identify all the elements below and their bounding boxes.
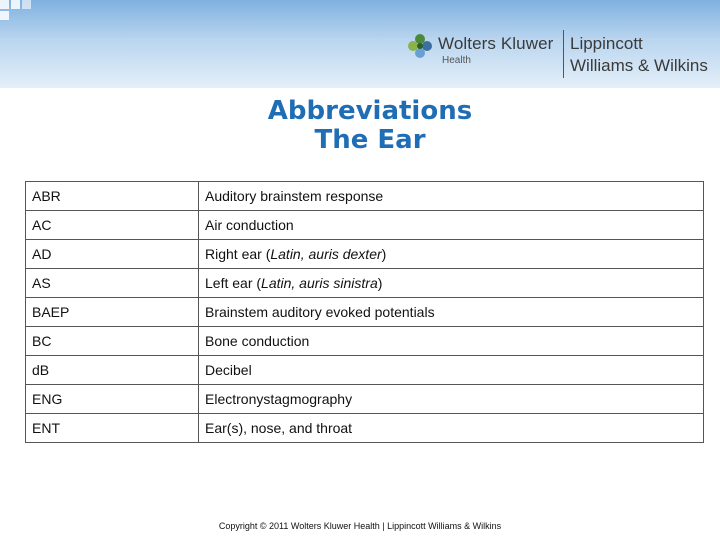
definition-pre: Air conduction: [205, 217, 294, 233]
abbreviations-table: [25, 181, 704, 443]
abbreviation-term: AD: [26, 240, 199, 269]
table-row: [26, 327, 704, 356]
logo-divider: [563, 30, 564, 78]
table-row: [26, 240, 704, 269]
abbreviation-definition: [199, 182, 704, 211]
table-row: [26, 356, 704, 385]
abbreviation-term: BAEP: [26, 298, 199, 327]
definition-pre: Right ear (: [205, 246, 271, 262]
table-row: [26, 269, 704, 298]
copyright-footer: Copyright © 2011 Wolters Kluwer Health | Lippincott Williams & Wilkins: [218, 521, 502, 531]
imprint-line-2: Williams & Wilkins: [570, 56, 708, 75]
abbreviation-definition: [199, 269, 704, 298]
abbreviation-definition: [199, 298, 704, 327]
definition-pre: Bone conduction: [205, 333, 310, 349]
abbreviation-definition: [199, 414, 704, 443]
abbreviation-definition: [199, 356, 704, 385]
abbreviation-term: ENT: [26, 414, 199, 443]
table-row: [26, 385, 704, 414]
wolters-kluwer-mark-icon: [406, 32, 434, 60]
abbreviation-term: AC: [26, 211, 199, 240]
abbreviation-term: dB: [26, 356, 199, 385]
publisher-name: Wolters Kluwer: [438, 34, 554, 53]
abbreviation-term: AS: [26, 269, 199, 298]
definition-post: ): [377, 275, 383, 291]
slide-title: Abbreviations: [267, 96, 473, 126]
publisher-division: Health: [442, 55, 471, 66]
definition-pre: Brainstem auditory evoked potentials: [205, 304, 435, 320]
abbreviation-term: BC: [26, 327, 199, 356]
abbreviations-table-body: [26, 182, 704, 443]
header-banner: [0, 0, 720, 88]
definition-italic: Latin, auris dexter: [270, 246, 382, 262]
abbreviation-definition: [199, 385, 704, 414]
abbreviation-definition: [199, 240, 704, 269]
definition-pre: Decibel: [205, 362, 252, 378]
abbreviation-term: ABR: [26, 182, 199, 211]
table-row: [26, 211, 704, 240]
abbreviation-definition: [199, 327, 704, 356]
definition-pre: Ear(s), nose, and throat: [205, 420, 353, 436]
slide-subtitle: The Ear: [314, 125, 426, 155]
table-row: [26, 182, 704, 211]
definition-italic: Latin, auris sinistra: [261, 275, 378, 291]
definition-pre: Left ear (: [205, 275, 262, 291]
dot: [0, 0, 9, 9]
table-row: [26, 298, 704, 327]
abbreviation-definition: [199, 211, 704, 240]
definition-pre: Auditory brainstem response: [205, 188, 384, 204]
dot: [11, 0, 20, 9]
dot: [22, 0, 31, 9]
definition-pre: Electronystagmography: [205, 391, 353, 407]
definition-post: ): [381, 246, 387, 262]
imprint-line-1: Lippincott: [570, 34, 643, 53]
table-row: [26, 414, 704, 443]
abbreviation-term: ENG: [26, 385, 199, 414]
dot: [0, 11, 9, 20]
